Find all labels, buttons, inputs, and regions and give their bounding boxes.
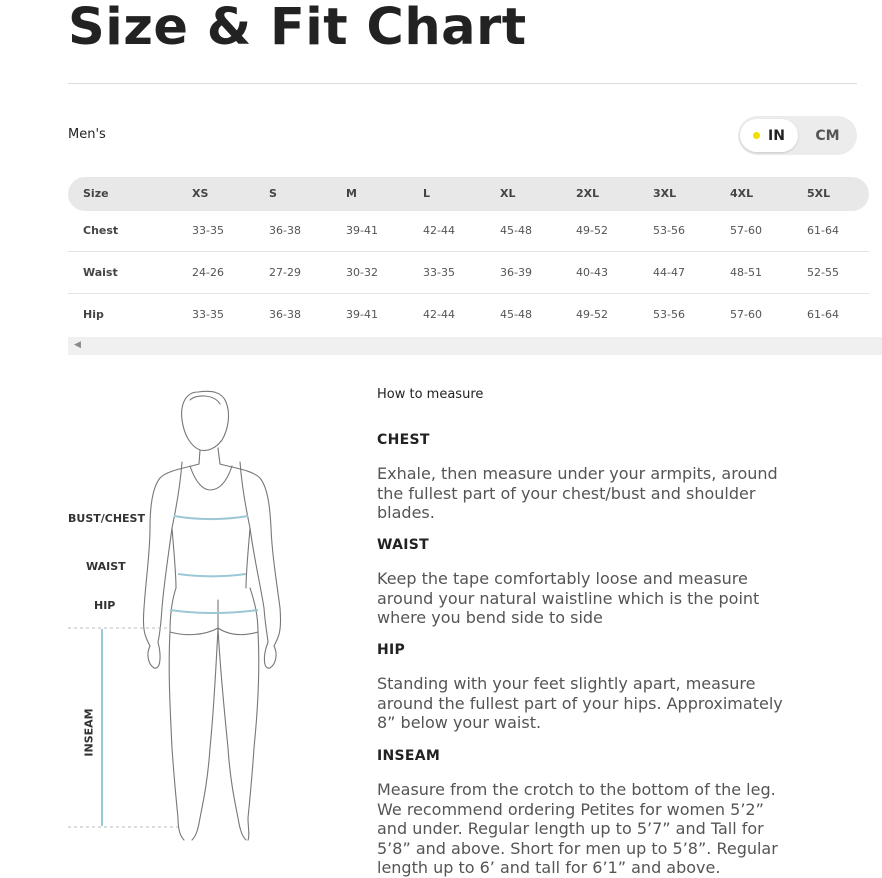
inseam-label: INSEAM [82, 708, 96, 757]
how-to-measure-heading: How to measure [377, 387, 484, 402]
header-size: S [269, 187, 277, 200]
waist-description: Keep the tape comfortably loose and measure around your natural waistline which is the point where you bend side to side [377, 569, 760, 627]
selected-dot-icon [753, 132, 760, 139]
table-cell: 42-44 [423, 224, 455, 237]
table-cell: 39-41 [346, 224, 378, 237]
row-label: Hip [83, 308, 104, 321]
table-cell: 45-48 [500, 224, 532, 237]
table-cell: 36-38 [269, 224, 301, 237]
gender-label: Men's [68, 127, 106, 142]
header-size: L [423, 187, 431, 200]
inseam-heading: INSEAM [377, 748, 441, 764]
hip-description: Standing with your feet slightly apart, measure around the fullest part of your hips. Approximately 8” below your waist. [377, 674, 783, 732]
table-cell: 53-56 [653, 308, 685, 321]
unit-in-label: IN [768, 127, 785, 144]
row-label: Waist [83, 266, 118, 279]
unit-cm-label: CM [815, 127, 840, 144]
table-cell: 53-56 [653, 224, 685, 237]
hip-label: HIP [94, 599, 116, 612]
table-cell: 45-48 [500, 308, 532, 321]
table-cell: 36-39 [500, 266, 532, 279]
header-size: 4XL [730, 187, 754, 200]
table-cell: 48-51 [730, 266, 762, 279]
table-cell: 40-43 [576, 266, 608, 279]
table-cell: 33-35 [423, 266, 455, 279]
waist-label: WAIST [86, 560, 126, 573]
chest-description: Exhale, then measure under your armpits, around the fullest part of your chest/bust and shoulder blades. [377, 464, 778, 522]
table-cell: 57-60 [730, 224, 762, 237]
header-size-label: Size [83, 187, 109, 200]
table-cell: 61-64 [807, 224, 839, 237]
header-size: 2XL [576, 187, 600, 200]
header-size: 3XL [653, 187, 677, 200]
table-row [68, 253, 869, 294]
header-size: 5XL [807, 187, 831, 200]
table-cell: 30-32 [346, 266, 378, 279]
table-cell: 49-52 [576, 224, 608, 237]
scroll-left-arrow-icon[interactable]: ◀ [74, 340, 81, 350]
size-table [68, 177, 882, 355]
table-cell: 33-35 [192, 224, 224, 237]
header-size: XS [192, 187, 209, 200]
table-row [68, 295, 869, 335]
table-cell: 57-60 [730, 308, 762, 321]
body-outline-illustration [68, 378, 348, 853]
title-divider [68, 83, 857, 84]
inseam-description: Measure from the crotch to the bottom of the leg. We recommend ordering Petites for women 5’2” and under. Regular length up to 5’7” and Tall for 5’8” and above. Short for men up to 5’8”. Regular length up to 6’ and tall for 6’1” and above. [377, 780, 778, 877]
chest-heading: CHEST [377, 432, 430, 448]
table-cell: 61-64 [807, 308, 839, 321]
table-cell: 27-29 [269, 266, 301, 279]
hip-heading: HIP [377, 642, 406, 658]
waist-heading: WAIST [377, 537, 429, 553]
header-size: M [346, 187, 357, 200]
table-cell: 24-26 [192, 266, 224, 279]
table-row [68, 211, 869, 252]
table-cell: 42-44 [423, 308, 455, 321]
row-label: Chest [83, 224, 119, 237]
table-horizontal-scrollbar[interactable] [68, 337, 882, 355]
header-size: XL [500, 187, 516, 200]
bust-chest-label: BUST/CHEST [68, 512, 145, 525]
table-cell: 49-52 [576, 308, 608, 321]
unit-option-in[interactable] [740, 119, 798, 152]
table-cell: 33-35 [192, 308, 224, 321]
table-cell: 44-47 [653, 266, 685, 279]
size-table-header [68, 177, 869, 211]
unit-toggle[interactable] [738, 116, 857, 155]
table-cell: 36-38 [269, 308, 301, 321]
body-measurement-figure [68, 378, 348, 853]
unit-option-cm[interactable] [800, 119, 855, 152]
table-cell: 52-55 [807, 266, 839, 279]
page-title: Size & Fit Chart [68, 0, 527, 57]
table-cell: 39-41 [346, 308, 378, 321]
